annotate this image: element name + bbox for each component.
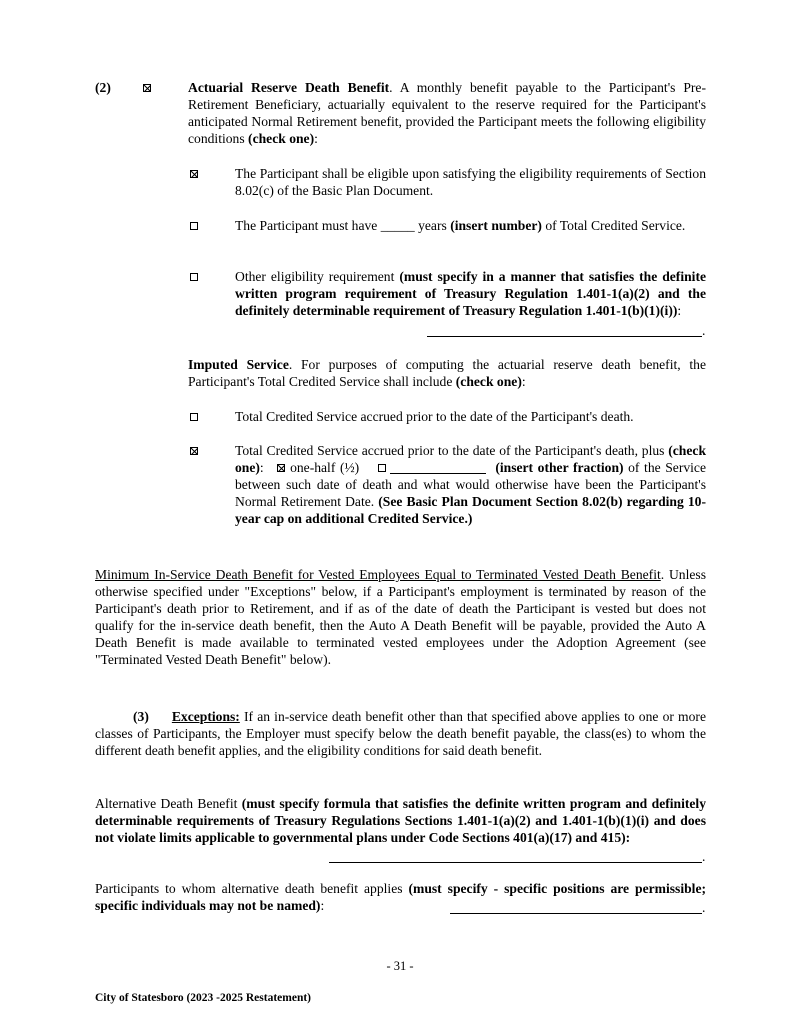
participants-requirements: (must specify - specific positions are permissible; specific individuals may not be named) <box>95 881 707 913</box>
item-2-paragraph <box>188 79 706 147</box>
imputed-colon: : <box>521 374 526 389</box>
imputed-service-paragraph <box>188 356 706 390</box>
participants-colon: : <box>320 898 325 913</box>
imputed-option-2-checkbox[interactable] <box>190 447 198 455</box>
eligibility-other-end: . <box>702 323 706 338</box>
alternative-death-benefit-blank-line[interactable] <box>329 862 702 863</box>
exceptions-text: If an in-service death benefit other than that specified above applies to one or more classes of Participants, the Employer must specify below the death benefit payable, the class(es) to whom the different death benefit applies, and the eligibility conditions for said death benefit. <box>95 709 706 758</box>
eligibility-option-1-checkbox[interactable] <box>190 170 198 178</box>
exceptions-paragraph <box>95 708 706 759</box>
imputed-option-2-text-b: of the Service between such date of death and what would otherwise have been the Participant's Normal Retirement Date. <box>235 460 707 509</box>
item-2-checkbox[interactable] <box>143 84 151 92</box>
alternative-death-benefit-paragraph <box>95 795 706 846</box>
participants-label: Participants to whom alternative death benefit applies <box>95 881 409 896</box>
imputed-check-one: (check one) <box>455 374 522 389</box>
alternative-end: . <box>702 849 706 864</box>
exceptions-title: Exceptions: <box>171 709 240 724</box>
item-3-number: (3) <box>133 709 149 724</box>
participants-blank-line[interactable] <box>450 913 702 914</box>
eligibility-option-1-text: The Participant shall be eligible upon satisfying the eligibility requirements of Section 8.02(c) of the Basic Plan Document. <box>235 166 706 198</box>
eligibility-option-2-text-a: The Participant must have _____ years <box>235 218 451 233</box>
eligibility-option-2-checkbox[interactable] <box>190 222 198 230</box>
item-2-colon: : <box>314 131 318 146</box>
eligibility-option-3-text-b: : <box>677 303 682 318</box>
imputed-option-2-colon: : <box>259 460 264 475</box>
participants-paragraph <box>95 880 706 914</box>
alternative-death-benefit-label: Alternative Death Benefit <box>95 796 242 811</box>
half-fraction-checkbox[interactable] <box>277 464 285 472</box>
participants-end: . <box>702 900 706 915</box>
eligibility-option-2-bold: (insert number) <box>450 218 542 233</box>
imputed-service-title: Imputed Service <box>188 357 289 372</box>
eligibility-option-3-text-a: Other eligibility requirement <box>235 269 400 284</box>
imputed-option-1-text: Total Credited Service accrued prior to the date of the Participant's death. <box>235 409 634 424</box>
other-fraction-checkbox[interactable] <box>378 464 386 472</box>
imputed-option-2-text-a: Total Credited Service accrued prior to the date of the Participant's death, plus <box>235 443 669 458</box>
eligibility-option-3-bold: (must specify in a manner that satisfies the definite written program requirement of Treasury Regulation 1.401-1(a)(2) and the definitely determinable requirement of Treasury Regulation 1.401-1(b)(1)(i)) <box>235 269 707 318</box>
eligibility-option-2-text-b: of Total Credited Service. <box>541 218 686 233</box>
eligibility-option-3-text <box>235 268 706 319</box>
imputed-option-2-check-one: (check one) <box>235 443 706 475</box>
imputed-option-2-paragraph <box>235 442 706 527</box>
item-2-title: Actuarial Reserve Death Benefit <box>188 80 390 95</box>
page-number: - 31 - <box>386 959 414 973</box>
other-fraction-label: (insert other fraction) <box>495 460 624 475</box>
eligibility-option-2-text <box>235 217 706 234</box>
eligibility-other-blank-line[interactable] <box>427 336 702 337</box>
item-2-text: . A monthly benefit payable to the Participant's Pre-Retirement Beneficiary, actuarially equivalent to the reserve required for the Participant's anticipated Normal Retirement benefit, provided the Participant meets the following eligibility conditions <box>188 80 706 146</box>
half-fraction-label: one-half (½) <box>290 460 360 475</box>
minimum-death-benefit-paragraph <box>95 566 706 668</box>
other-fraction-blank-line[interactable] <box>390 460 486 474</box>
imputed-option-2-see-note: (See Basic Plan Document Section 8.02(b) regarding 10-year cap on additional Credited Service.) <box>235 494 706 526</box>
item-2-check-one: (check one) <box>248 131 315 146</box>
minimum-death-benefit-text: . Unless otherwise specified under "Exceptions" below, if a Participant's employment is terminated by reason of the Participant's death prior to Retirement, and if as of the date of death the Participant is vested but does not qualify for the in-service death benefit, then the Auto A Death Benefit will be payable, provided the Auto A Death Benefit is made available to terminated vested employees under the Adoption Agreement (see "Terminated Vested Death Benefit" below). <box>95 567 706 667</box>
alternative-death-benefit-requirements: (must specify formula that satisfies the definite written program and definitely determinable requirements of Treasury Regulations Sections 1.401-1(a)(2) and 1.401-1(b)(1)(i) and does not violate limits applicable to governmental plans under Code Sections 401(a)(17) and 415): <box>95 796 706 845</box>
imputed-service-text: . For purposes of computing the actuarial reserve death benefit, the Participant's Total Credited Service shall include <box>188 357 706 389</box>
imputed-option-1-checkbox[interactable] <box>190 413 198 421</box>
item-2-number: (2) <box>95 80 111 95</box>
document-footer: City of Statesboro (2023 -2025 Restatement) <box>95 992 312 1004</box>
eligibility-option-3-checkbox[interactable] <box>190 273 198 281</box>
minimum-death-benefit-title: Minimum In-Service Death Benefit for Vested Employees Equal to Terminated Vested Death Benefit <box>95 567 661 582</box>
